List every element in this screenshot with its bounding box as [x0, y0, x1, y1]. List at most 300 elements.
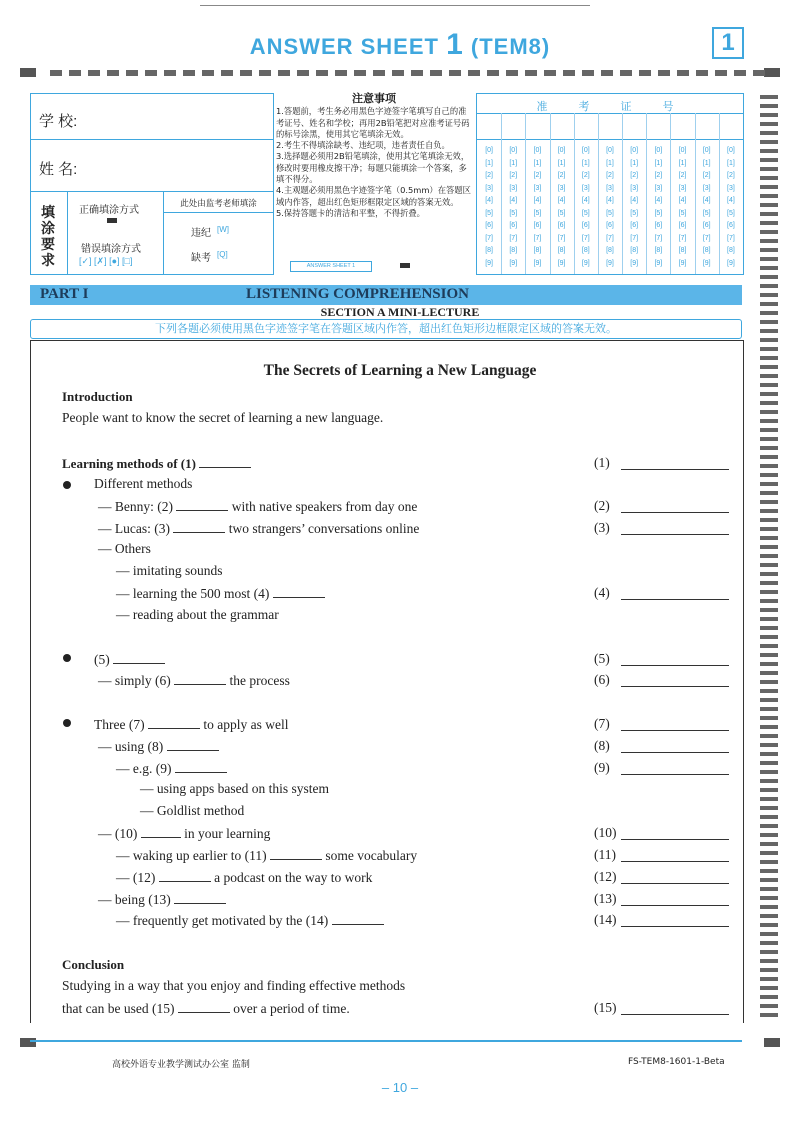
- answer-number: (5): [594, 651, 610, 666]
- timing-dash: [760, 635, 778, 639]
- id-digit-bubble[interactable]: [4]: [606, 197, 614, 204]
- sheet-title: [0, 28, 800, 62]
- id-digit-bubble[interactable]: [9]: [702, 259, 711, 267]
- id-digit-bubble[interactable]: [5]: [702, 209, 711, 217]
- timing-dash: [760, 401, 778, 405]
- id-digit-bubble[interactable]: [5]: [557, 209, 566, 217]
- timing-dash: [760, 203, 778, 207]
- id-digit-bubble[interactable]: [1]: [702, 159, 711, 167]
- timing-dash: [760, 725, 778, 729]
- id-digit-bubble[interactable]: [6]: [485, 222, 493, 229]
- timing-dash: [760, 986, 778, 990]
- timing-dash: [734, 70, 746, 76]
- timing-dash: [373, 70, 385, 76]
- id-digit-bubble[interactable]: [3]: [533, 184, 542, 192]
- timing-dash: [126, 70, 138, 76]
- answer-number: (6): [594, 672, 610, 687]
- id-digit-bubble[interactable]: [9]: [630, 259, 639, 267]
- id-digit-bubble[interactable]: [8]: [630, 247, 639, 254]
- timing-dash: [354, 70, 366, 76]
- timing-dash: [316, 70, 328, 76]
- timing-dash: [760, 446, 778, 450]
- outline-line-20: — frequently get motivated by the (14): [116, 912, 384, 929]
- answer-line[interactable]: [621, 774, 729, 775]
- id-digit-bubble[interactable]: [0]: [509, 147, 518, 154]
- title-main: ANSWER SHEET: [249, 34, 439, 59]
- part-label: PART I: [40, 286, 89, 302]
- timing-dash: [760, 410, 778, 414]
- id-digit-bubble[interactable]: [7]: [485, 234, 493, 242]
- outline-line-18: — (12) a podcast on the way to work: [116, 870, 373, 885]
- outline-line-7: — learning the 500 most (4): [116, 585, 325, 602]
- timing-dash: [760, 788, 778, 792]
- id-digit-bubble[interactable]: [2]: [606, 172, 614, 179]
- timing-dash: [506, 70, 518, 76]
- id-digit-bubble[interactable]: [9]: [533, 259, 542, 267]
- timing-dash: [468, 70, 480, 76]
- note-item-3: 3.选择题必须用2B铅笔填涂，使用其它笔填涂无效，修改时要用橡皮擦干净；每题只能填涂一个答案，多填不得分。: [276, 151, 470, 185]
- fill-requirement-label: 填涂要求: [41, 204, 55, 268]
- timing-dash: [335, 70, 347, 76]
- id-digit-bubble[interactable]: [7]: [509, 234, 518, 242]
- id-digit-bubble[interactable]: [3]: [606, 184, 614, 192]
- id-digit-bubble[interactable]: [8]: [654, 247, 663, 254]
- answer-line[interactable]: [621, 752, 729, 753]
- timing-dash: [760, 239, 778, 243]
- id-digit-bubble[interactable]: [8]: [606, 247, 614, 254]
- id-digit-bubble[interactable]: [8]: [581, 247, 590, 254]
- id-digit-bubble[interactable]: [8]: [485, 247, 493, 254]
- id-digit-bubble[interactable]: [2]: [727, 172, 735, 179]
- timing-dash: [760, 104, 778, 108]
- timing-dash: [164, 70, 176, 76]
- id-digit-bubble[interactable]: [6]: [678, 222, 687, 229]
- answer-line[interactable]: [621, 599, 729, 600]
- id-digit-bubble[interactable]: [7]: [678, 234, 687, 242]
- id-digit-bubble[interactable]: [8]: [509, 247, 518, 254]
- part-title: LISTENING COMPREHENSION: [246, 286, 469, 302]
- timing-dash: [760, 941, 778, 945]
- id-digit-bubble[interactable]: [9]: [606, 259, 614, 267]
- timing-dash: [760, 284, 778, 288]
- timing-mark: [764, 1038, 780, 1047]
- id-digit-bubble[interactable]: [3]: [630, 184, 639, 192]
- timing-dash: [760, 212, 778, 216]
- id-digit-bubble[interactable]: [8]: [678, 247, 687, 254]
- id-digit-bubble[interactable]: [4]: [533, 197, 542, 204]
- timing-dash: [715, 70, 727, 76]
- id-digit-bubble[interactable]: [6]: [727, 222, 735, 229]
- timing-dash: [760, 824, 778, 828]
- id-digit-bubble[interactable]: [5]: [727, 209, 735, 217]
- bullet: [63, 481, 71, 489]
- outline-line-10: — simply (6) the process: [98, 673, 290, 688]
- timing-dash: [760, 464, 778, 468]
- school-label: 学 校:: [39, 113, 78, 130]
- id-digit-bubble[interactable]: [5]: [678, 209, 687, 217]
- bullet: [63, 654, 71, 662]
- id-digit-bubble[interactable]: [6]: [533, 222, 542, 229]
- id-digit-bubble[interactable]: [2]: [654, 172, 663, 179]
- id-digit-bubble[interactable]: [2]: [533, 172, 542, 179]
- id-digit-bubble[interactable]: [6]: [581, 222, 590, 229]
- conclusion-line-2: that can be used (15) over a period of time.: [62, 1001, 350, 1016]
- id-digit-bubble[interactable]: [2]: [678, 172, 687, 179]
- id-digit-bubble[interactable]: [0]: [678, 147, 687, 154]
- answer-line[interactable]: [621, 469, 729, 470]
- id-digit-bubble[interactable]: [1]: [678, 159, 687, 167]
- id-digit-bubble[interactable]: [7]: [727, 234, 735, 242]
- answer-number: (15): [594, 1000, 617, 1015]
- outline-line-8: — reading about the grammar: [116, 607, 279, 622]
- id-digit-bubble[interactable]: [2]: [702, 172, 711, 179]
- timing-dash: [760, 923, 778, 927]
- timing-dash: [183, 70, 195, 76]
- id-digit-bubble[interactable]: [1]: [654, 159, 663, 167]
- id-digit-bubble[interactable]: [4]: [557, 197, 566, 204]
- answer-line[interactable]: [621, 861, 729, 862]
- id-digit-bubble[interactable]: [4]: [678, 197, 687, 204]
- title-num: 1: [446, 28, 464, 61]
- id-digit-bubble[interactable]: [9]: [581, 259, 590, 267]
- timing-dash: [760, 932, 778, 936]
- id-digit-bubble[interactable]: [2]: [485, 172, 493, 179]
- timing-dash: [760, 779, 778, 783]
- timing-dash: [760, 581, 778, 585]
- answer-number: (3): [594, 520, 610, 535]
- outline-line-14: — using apps based on this system: [140, 781, 329, 796]
- id-digit-bubble[interactable]: [8]: [533, 247, 542, 254]
- timing-dash: [107, 70, 119, 76]
- id-digit-bubble[interactable]: [7]: [654, 234, 663, 242]
- answer-line[interactable]: [621, 905, 729, 906]
- timing-dash: [760, 572, 778, 576]
- id-digit-bubble[interactable]: [1]: [630, 159, 639, 167]
- answer-line[interactable]: [621, 839, 729, 840]
- timing-dash: [563, 70, 575, 76]
- timing-dash: [760, 662, 778, 666]
- id-digit-bubble[interactable]: [3]: [485, 184, 493, 192]
- id-digit-bubble[interactable]: [5]: [654, 209, 663, 217]
- id-digit-bubble[interactable]: [0]: [727, 147, 735, 154]
- timing-dash: [760, 617, 778, 621]
- correct-fill-label: 正确填涂方式: [79, 205, 139, 216]
- timing-dash: [760, 167, 778, 171]
- timing-dash: [760, 149, 778, 153]
- note-item-2: 2.考生不得填涂缺考、违纪项，违者责任自负。: [276, 140, 450, 151]
- answer-line[interactable]: [621, 883, 729, 884]
- timing-dash: [760, 248, 778, 252]
- outline-line-2: Different methods: [94, 476, 193, 491]
- timing-dash: [760, 158, 778, 162]
- timing-dash: [760, 734, 778, 738]
- timing-dash: [760, 698, 778, 702]
- timing-dash: [760, 518, 778, 522]
- id-digit-bubble[interactable]: [1]: [557, 159, 566, 167]
- answer-number: (8): [594, 738, 610, 753]
- note-item-1: 1.答题前，考生务必用黑色字迹签字笔填写自己的准考证号、姓名和学校；再用2B铅笔把对应准考证号码的标号涂黑，使用其它笔填涂无效。: [276, 106, 470, 139]
- id-digit-bubble[interactable]: [0]: [533, 147, 542, 154]
- id-digit-bubble[interactable]: [6]: [630, 222, 639, 229]
- id-digit-bubble[interactable]: [4]: [702, 197, 711, 204]
- wrong-fill-label: 错误填涂方式: [81, 244, 141, 255]
- timing-dash: [760, 95, 778, 99]
- timing-dash: [760, 896, 778, 900]
- timing-dash: [760, 230, 778, 234]
- timing-dash: [760, 815, 778, 819]
- id-digit-bubble[interactable]: [5]: [581, 209, 590, 217]
- outline-line-3: — Benny: (2) with native speakers from day one: [98, 499, 418, 514]
- timing-dash: [760, 860, 778, 864]
- id-digit-bubble[interactable]: [7]: [606, 234, 614, 242]
- timing-dash: [297, 70, 309, 76]
- timing-dash: [760, 770, 778, 774]
- outline-line-11: Three (7) to apply as well: [94, 717, 289, 732]
- id-digit-bubble[interactable]: [3]: [557, 184, 566, 192]
- bottom-rule: [30, 1040, 742, 1042]
- name-label: 姓 名:: [39, 161, 78, 178]
- absent-bubble[interactable]: [Q]: [217, 250, 228, 259]
- id-digit-bubble[interactable]: [1]: [581, 159, 590, 167]
- answer-line[interactable]: [621, 926, 729, 927]
- id-digit-bubble[interactable]: [4]: [485, 197, 493, 204]
- timing-dash: [50, 70, 62, 76]
- outline-line-17: — waking up earlier to (11) some vocabulary: [116, 848, 418, 863]
- footer-form-code: FS-TEM8-1601-1-Beta: [628, 1057, 725, 1067]
- id-digit-bubble[interactable]: [6]: [654, 222, 663, 229]
- id-digit-bubble[interactable]: [9]: [727, 259, 735, 267]
- timing-dash: [760, 887, 778, 891]
- id-digit-bubble[interactable]: [0]: [702, 147, 711, 154]
- id-digit-bubble[interactable]: [0]: [606, 147, 614, 154]
- timing-dash: [202, 70, 214, 76]
- answer-number: (9): [594, 760, 610, 775]
- timing-dash: [677, 70, 689, 76]
- timing-track-right: [760, 95, 780, 1025]
- answer-line[interactable]: [621, 665, 729, 666]
- timing-dash: [760, 743, 778, 747]
- id-digit-bubble[interactable]: [2]: [509, 172, 518, 179]
- page-number: – 10 –: [381, 1080, 419, 1095]
- timing-dash: [760, 113, 778, 117]
- timing-dash: [760, 689, 778, 693]
- timing-dash: [760, 950, 778, 954]
- id-digit-bubble[interactable]: [1]: [606, 159, 614, 167]
- id-digit-bubble[interactable]: [0]: [485, 147, 493, 154]
- id-digit-bubble[interactable]: [7]: [557, 234, 566, 242]
- answer-number: (7): [594, 716, 610, 731]
- timing-dash: [760, 194, 778, 198]
- id-digit-bubble[interactable]: [5]: [485, 209, 493, 217]
- violation-label: 违纪: [191, 228, 211, 239]
- timing-dash: [760, 680, 778, 684]
- timing-dash: [525, 70, 537, 76]
- id-digit-bubble[interactable]: [2]: [630, 172, 639, 179]
- candidate-info-box: [30, 93, 274, 275]
- outline-line-4: — Lucas: (3) two strangers’ conversations online: [98, 521, 420, 536]
- id-digit-bubble[interactable]: [4]: [581, 197, 590, 204]
- timing-dash: [760, 131, 778, 135]
- timing-dash: [760, 185, 778, 189]
- instructions-notes: [276, 93, 472, 273]
- proctor-header: 此处由监考老师填涂: [164, 197, 273, 213]
- timing-dash: [760, 482, 778, 486]
- footer-issuer: 高校外语专业教学测试办公室 监制: [112, 1060, 250, 1070]
- id-digit-bubble[interactable]: [3]: [654, 184, 663, 192]
- id-digit-bubble[interactable]: [5]: [630, 209, 639, 217]
- id-digit-bubble[interactable]: [4]: [630, 197, 639, 204]
- timing-dash: [760, 122, 778, 126]
- timing-dash: [259, 70, 271, 76]
- outline-line-1: Learning methods of (1): [62, 455, 251, 472]
- timing-track-top: [20, 70, 780, 78]
- id-digit-bubble[interactable]: [3]: [702, 184, 711, 192]
- exam-id-label: 准 考 证 号: [536, 101, 684, 113]
- id-digit-bubble[interactable]: [1]: [727, 159, 735, 167]
- timing-dash: [278, 70, 290, 76]
- id-digit-bubble[interactable]: [3]: [509, 184, 518, 192]
- id-digit-bubble[interactable]: [9]: [509, 259, 518, 267]
- id-digit-bubble[interactable]: [0]: [630, 147, 639, 154]
- timing-dash: [69, 70, 81, 76]
- timing-dash: [88, 70, 100, 76]
- id-digit-bubble[interactable]: [3]: [581, 184, 590, 192]
- timing-dash: [240, 70, 252, 76]
- timing-dash: [760, 905, 778, 909]
- id-digit-bubble[interactable]: [9]: [485, 259, 493, 267]
- notes-title: 注意事项: [352, 92, 396, 105]
- timing-dash: [430, 70, 442, 76]
- timing-dash: [544, 70, 556, 76]
- id-digit-bubble[interactable]: [0]: [654, 147, 663, 154]
- answer-line[interactable]: [621, 512, 729, 513]
- answer-line[interactable]: [621, 730, 729, 731]
- outline-line-12: — using (8): [98, 738, 219, 755]
- timing-dash: [760, 329, 778, 333]
- absent-label: 缺考: [191, 253, 211, 264]
- timing-dash: [760, 266, 778, 270]
- id-digit-bubble[interactable]: [7]: [581, 234, 590, 242]
- id-digit-bubble[interactable]: [9]: [678, 259, 687, 267]
- id-digit-bubble[interactable]: [3]: [727, 184, 735, 192]
- id-digit-bubble[interactable]: [1]: [485, 159, 493, 167]
- conclusion-heading: Conclusion: [62, 957, 125, 972]
- id-digit-bubble[interactable]: [5]: [533, 209, 542, 217]
- answer-line[interactable]: [621, 534, 729, 535]
- timing-dash: [760, 671, 778, 675]
- id-digit-bubble[interactable]: [2]: [557, 172, 566, 179]
- timing-dash: [760, 914, 778, 918]
- id-digit-bubble[interactable]: [2]: [581, 172, 590, 179]
- timing-dash: [658, 70, 670, 76]
- id-digit-bubble[interactable]: [9]: [654, 259, 663, 267]
- answer-line[interactable]: [621, 1014, 729, 1015]
- id-digit-bubble[interactable]: [7]: [533, 234, 542, 242]
- conclusion-line-1: Studying in a way that you enjoy and finding effective methods: [62, 978, 406, 993]
- timing-dash: [760, 419, 778, 423]
- timing-dash: [145, 70, 157, 76]
- id-digit-bubble[interactable]: [5]: [606, 209, 614, 217]
- timing-dash: [449, 70, 461, 76]
- timing-dash: [639, 70, 651, 76]
- id-digit-bubble[interactable]: [6]: [606, 222, 614, 229]
- id-digit-bubble[interactable]: [7]: [630, 234, 639, 242]
- exam-id-grid: [476, 93, 744, 275]
- answer-number: (10): [594, 825, 617, 840]
- intro-heading: Introduction: [62, 389, 133, 404]
- id-digit-bubble[interactable]: [4]: [509, 197, 518, 204]
- id-digit-bubble[interactable]: [0]: [581, 147, 590, 154]
- outline-line-5: — Others: [98, 541, 151, 556]
- id-digit-bubble[interactable]: [6]: [702, 222, 711, 229]
- id-digit-bubble[interactable]: [6]: [557, 222, 566, 229]
- violation-bubble[interactable]: [W]: [217, 225, 229, 234]
- bullet: [63, 719, 71, 727]
- timing-dash: [760, 752, 778, 756]
- timing-dash: [760, 797, 778, 801]
- outline-line-16: — (10) in your learning: [98, 826, 271, 841]
- id-digit-bubble[interactable]: [4]: [727, 197, 735, 204]
- timing-dash: [411, 70, 423, 76]
- timing-dash: [760, 707, 778, 711]
- id-digit-bubble[interactable]: [8]: [702, 247, 711, 254]
- sheet-number-box: 1: [712, 27, 744, 59]
- id-digit-bubble[interactable]: [0]: [557, 147, 566, 154]
- timing-dash: [760, 806, 778, 810]
- timing-dash: [760, 878, 778, 882]
- timing-dash: [760, 563, 778, 567]
- id-digit-bubble[interactable]: [8]: [727, 247, 735, 254]
- timing-dash: [221, 70, 233, 76]
- timing-dash: [760, 716, 778, 720]
- timing-dash: [582, 70, 594, 76]
- timing-dash: [760, 293, 778, 297]
- answer-number: (11): [594, 847, 616, 862]
- timing-dash: [760, 995, 778, 999]
- id-digit-bubble[interactable]: [5]: [509, 209, 518, 217]
- timing-dash: [760, 491, 778, 495]
- timing-dash: [760, 527, 778, 531]
- timing-dash: [760, 599, 778, 603]
- id-digit-bubble[interactable]: [1]: [509, 159, 518, 167]
- timing-dash: [760, 536, 778, 540]
- timing-dash: [760, 977, 778, 981]
- id-digit-bubble[interactable]: [3]: [678, 184, 687, 192]
- timing-dash: [760, 347, 778, 351]
- outline-line-9: (5): [94, 651, 165, 668]
- title-exam: (TEM8): [470, 34, 551, 59]
- id-digit-bubble[interactable]: [7]: [702, 234, 711, 242]
- id-digit-bubble[interactable]: [9]: [557, 259, 566, 267]
- timing-dash: [760, 959, 778, 963]
- answer-line[interactable]: [621, 686, 729, 687]
- section-label: SECTION A MINI-LECTURE: [320, 305, 480, 319]
- timing-dash: [760, 473, 778, 477]
- timing-dash: [760, 509, 778, 513]
- timing-dash: [760, 500, 778, 504]
- lecture-title: The Secrets of Learning a New Language: [263, 362, 537, 379]
- answer-number: (2): [594, 498, 610, 513]
- id-digit-bubble[interactable]: [6]: [509, 222, 518, 229]
- timing-dash: [760, 437, 778, 441]
- intro-text: People want to know the secret of learning a new language.: [62, 410, 384, 425]
- timing-dash: [760, 275, 778, 279]
- id-digit-bubble[interactable]: [1]: [533, 159, 542, 167]
- answer-number: (12): [594, 869, 617, 884]
- id-digit-bubble[interactable]: [8]: [557, 247, 566, 254]
- id-digit-bubble[interactable]: [4]: [654, 197, 663, 204]
- timing-dash: [487, 70, 499, 76]
